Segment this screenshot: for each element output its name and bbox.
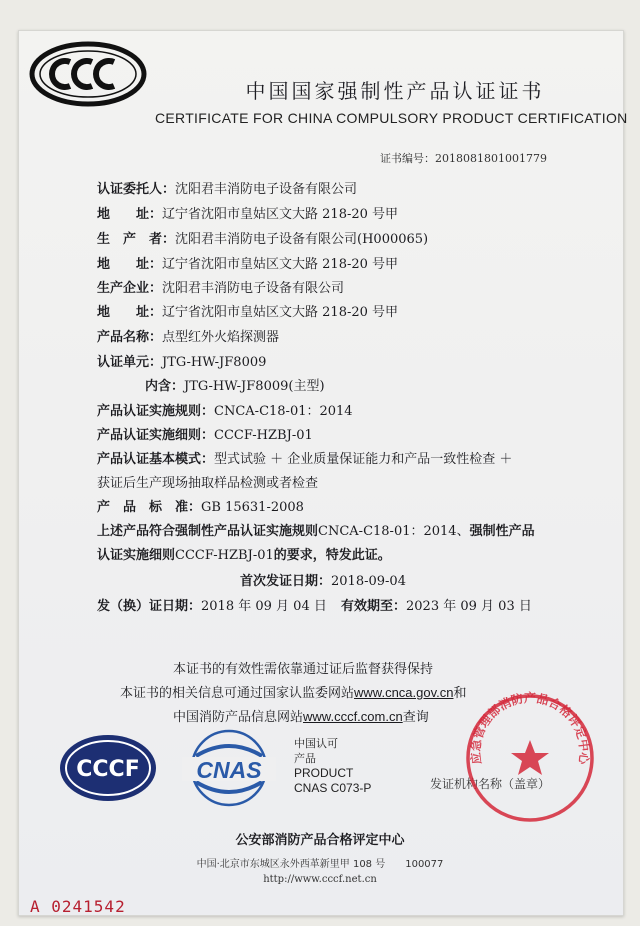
issuer-website[interactable]: http://www.cccf.net.cn	[263, 874, 377, 885]
client-address-label: 地 址：	[97, 207, 163, 222]
mode-value-line2: 获证后生产现场抽取样品检测或者检查	[97, 476, 319, 491]
accreditation-block	[294, 736, 371, 796]
statement-text-2b: CCCF-HZBJ-01	[175, 548, 274, 563]
producer-address-label: 地 址：	[97, 257, 163, 272]
notice-line2-end: 和	[453, 686, 467, 701]
producer-address-row	[97, 253, 398, 272]
accreditation-line1: 中国认可	[294, 737, 338, 750]
notice-line2-text: 本证书的相关信息可通过国家认监委网站	[120, 686, 355, 701]
issue-date-value: 2018 年 09 月 04 日	[201, 599, 327, 614]
product-row	[97, 326, 279, 345]
unit-row	[97, 351, 266, 370]
accreditation-line3: PRODUCT	[294, 766, 354, 780]
seal-star	[511, 740, 549, 775]
rule-label: 产品认证实施规则：	[97, 404, 215, 419]
valid-until-value: 2023 年 09 月 03 日	[406, 599, 532, 614]
standard-label: 产 品 标 准：	[97, 500, 202, 515]
unit-value: JTG-HW-JF8009	[162, 355, 267, 370]
rule-value: CNCA-C18-01：2014	[214, 404, 353, 419]
cert-no-label: 证书编号：	[380, 152, 435, 165]
cert-no-value: 2018081801001779	[435, 152, 547, 165]
notice-line3-text: 中国消防产品信息网站	[173, 710, 304, 725]
factory-address-label: 地 址：	[97, 305, 163, 320]
statement-text-1b: CNCA-C18-01：2014、	[318, 524, 470, 539]
cccf-link[interactable]: www.cccf.com.cn	[303, 709, 403, 724]
notice-line1: 本证书的有效性需依靠通过证后监督获得保持	[173, 662, 434, 677]
title-english: CERTIFICATE FOR CHINA COMPULSORY PRODUCT CERTIFICATION	[155, 110, 628, 126]
statement-text-1c: 强制性产品	[469, 524, 535, 539]
detail-row	[97, 424, 313, 443]
producer-label: 生 产 者：	[97, 232, 176, 247]
first-issue-row	[240, 570, 406, 589]
serial-number: A 0241542	[30, 897, 126, 916]
mode-value-line1: 型式试验 ＋ 企业质量保证能力和产品一致性检查 ＋	[214, 452, 513, 467]
cnca-link[interactable]: www.cnca.gov.cn	[354, 685, 454, 700]
issuing-organization: 公安部消防产品合格评定中心	[235, 833, 405, 848]
producer-address-value: 辽宁省沈阳市皇姑区文大路 218-20 号甲	[162, 257, 399, 272]
statement-text-2c: 的要求，特发此证。	[273, 548, 391, 563]
client-address-row	[97, 203, 398, 222]
client-row	[97, 178, 357, 197]
mode-row-2	[97, 472, 318, 491]
detail-label: 产品认证实施细则：	[97, 428, 215, 443]
seal-arc-text: 应急管理部消防产品合格评定中心	[468, 691, 592, 766]
certificate-number	[380, 150, 547, 166]
factory-value: 沈阳君丰消防电子设备有限公司	[162, 281, 345, 296]
accreditation-line4: CNAS C073-P	[294, 781, 372, 795]
factory-label: 生产企业：	[97, 281, 163, 296]
issuer-label: 发证机构名称（盖章）	[430, 777, 551, 791]
unit-label: 认证单元：	[97, 355, 163, 370]
cccf-logo	[58, 733, 158, 803]
standard-value: GB 15631-2008	[201, 500, 304, 515]
mode-row	[97, 448, 512, 467]
cnas-logo	[178, 728, 280, 808]
factory-row	[97, 277, 344, 296]
producer-value: 沈阳君丰消防电子设备有限公司(H000065)	[175, 232, 429, 247]
detail-value: CCCF-HZBJ-01	[214, 428, 313, 443]
ccc-logo	[28, 40, 148, 108]
factory-address-row	[97, 301, 398, 320]
factory-address-value: 辽宁省沈阳市皇姑区文大路 218-20 号甲	[162, 305, 399, 320]
issue-date-row	[97, 595, 532, 614]
notice-line3	[173, 706, 429, 725]
contains-row	[145, 375, 325, 394]
product-value: 点型红外火焰探测器	[162, 330, 280, 345]
statement-text-1a: 上述产品符合强制性产品认证实施规则	[97, 524, 319, 539]
statement-line2	[97, 544, 391, 563]
cnas-logo-text: CNAS	[196, 757, 262, 783]
contains-value: JTG-HW-JF8009(主型)	[184, 379, 325, 394]
contains-label: 内含：	[145, 379, 185, 394]
client-address-value: 辽宁省沈阳市皇姑区文大路 218-20 号甲	[162, 207, 399, 222]
first-issue-value: 2018-09-04	[331, 574, 406, 589]
valid-until-label: 有效期至：	[341, 599, 407, 614]
statement-text-2a: 认证实施细则	[97, 548, 176, 563]
official-seal	[460, 688, 600, 828]
statement-line1	[97, 520, 535, 539]
cccf-logo-text: CCCF	[76, 757, 140, 782]
first-issue-label: 首次发证日期：	[240, 574, 332, 589]
rule-row	[97, 400, 353, 419]
accreditation-line2: 产品	[294, 752, 316, 765]
issue-date-label: 发（换）证日期：	[97, 599, 202, 614]
notice-line2	[120, 682, 467, 701]
title-chinese: 中国国家强制性产品认证证书	[245, 79, 545, 103]
notice-line3-end: 查询	[402, 710, 429, 725]
client-value: 沈阳君丰消防电子设备有限公司	[175, 182, 358, 197]
standard-row	[97, 496, 304, 515]
client-label: 认证委托人：	[97, 182, 176, 197]
mode-label: 产品认证基本模式：	[97, 452, 215, 467]
product-label: 产品名称：	[97, 330, 163, 345]
producer-row	[97, 228, 428, 247]
issuer-address: 中国·北京市东城区永外西革新里甲 108 号 100077	[196, 859, 444, 870]
